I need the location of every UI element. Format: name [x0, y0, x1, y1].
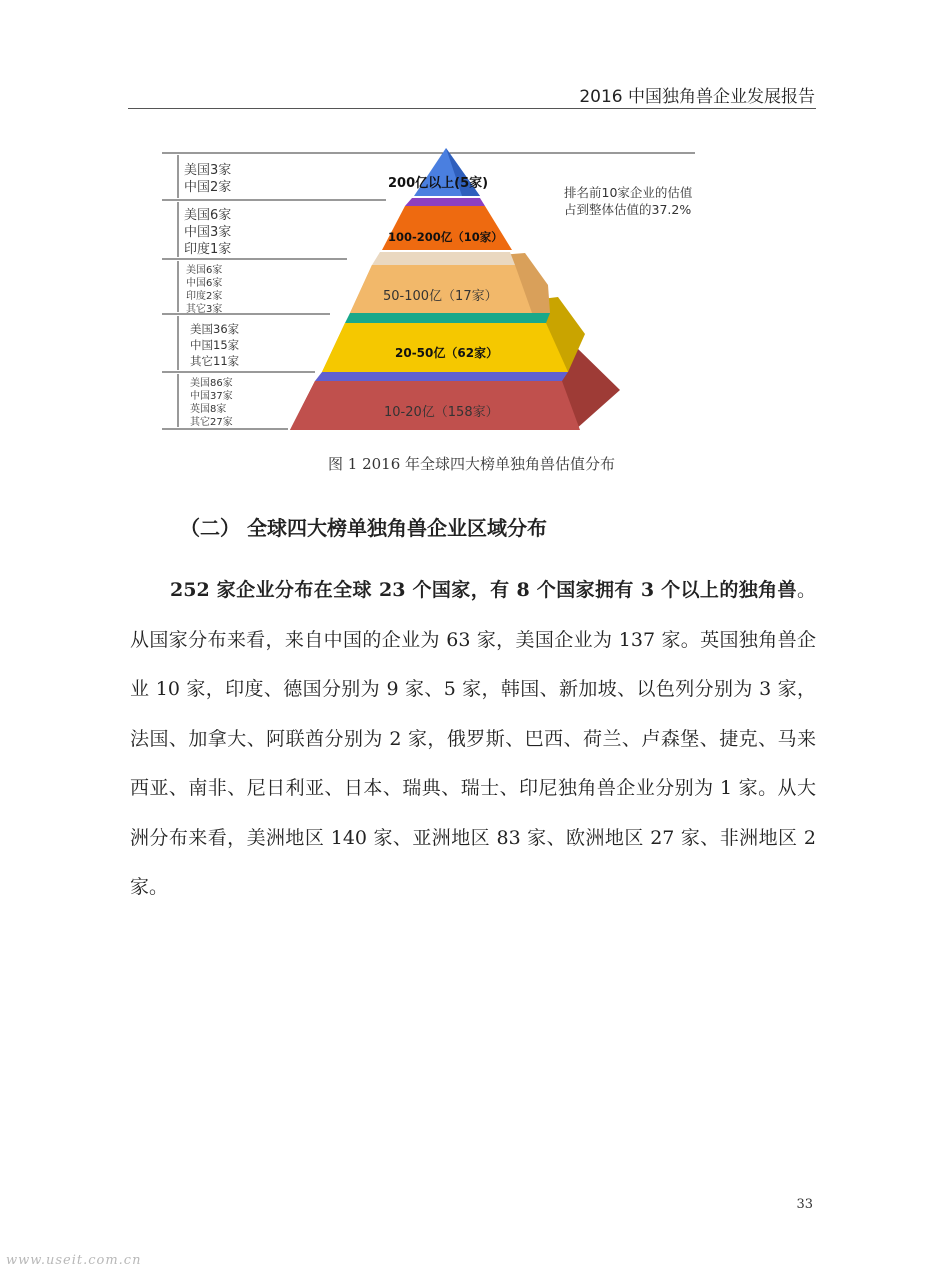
- tier3-breakdown-2: 印度2家: [186, 291, 223, 302]
- tier5-breakdown-0: 美国86家: [190, 378, 233, 389]
- paragraph-lead: 252 家企业分布在全球 23 个国家，有 8 个国家拥有 3 个以上的独角兽: [170, 579, 797, 601]
- tier2-breakdown-1: 中国3家: [184, 225, 232, 240]
- header-divider: [128, 108, 816, 109]
- tier3-breakdown-1: 中国6家: [186, 278, 223, 289]
- watermark: www.useit.com.cn: [6, 1253, 142, 1268]
- tier3-breakdown-3: 其它3家: [186, 304, 223, 315]
- tier5-breakdown-1: 中国37家: [190, 391, 233, 402]
- report-title: 2016 中国独角兽企业发展报告: [579, 87, 815, 107]
- tier2-breakdown-0: 美国6家: [184, 208, 232, 223]
- page-number: 33: [796, 1197, 813, 1212]
- tier5-breakdown-2: 英国8家: [190, 404, 227, 415]
- tier4-breakdown-1: 中国15家: [190, 338, 240, 352]
- figure-caption: 图 1 2016 年全球四大榜单独角兽估值分布: [327, 455, 616, 473]
- section-heading: （二） 全球四大榜单独角兽企业区域分布: [180, 516, 547, 540]
- tier2-breakdown-2: 印度1家: [184, 242, 232, 257]
- annotation-line-1: 排名前10家企业的估值: [564, 185, 693, 200]
- paragraph-rest: 。从国家分布来看，来自中国的企业为 63 家，美国企业为 137 家。英国独角兽企业 10 家，印度、德国分别为 9 家、5 家，韩国、新加坡、以色列分别为 3 家，法国、加拿大、阿联酋分别为 2 家，俄罗斯、巴西、荷兰、卢森堡、捷克、马来西亚、南非、尼日利亚、日本、瑞典、瑞士、印尼独角兽企业分别为 1 家。从大洲分布来看，美洲地区 140 家、亚洲地区 83 家、欧洲地区 27 家、非洲地区 2 家。: [130, 579, 816, 898]
- tier3-breakdown-0: 美国6家: [186, 265, 223, 276]
- tier5-top: [315, 372, 568, 381]
- valuation-pyramid-figure: [150, 140, 710, 440]
- tier2-top: [405, 198, 485, 206]
- tier3-label: 50-100亿（17家）: [383, 289, 498, 304]
- tier2-label: 100-200亿（10家）: [388, 230, 503, 244]
- body-paragraph: [130, 566, 816, 913]
- tier1-breakdown-1: 中国2家: [184, 180, 232, 195]
- tier4-breakdown-2: 其它11家: [190, 354, 240, 368]
- tier5-label: 10-20亿（158家）: [384, 405, 499, 420]
- annotation-line-2: 占到整体估值的37.2%: [564, 202, 692, 217]
- tier4-breakdown-0: 美国36家: [190, 322, 240, 336]
- tier5-breakdown-3: 其它27家: [190, 417, 233, 428]
- tier1-breakdown-0: 美国3家: [184, 163, 232, 178]
- tier4-label: 20-50亿（62家）: [395, 346, 499, 360]
- tier3-top: [372, 252, 515, 265]
- tier4-top: [345, 313, 550, 323]
- tier1-label: 200亿以上(5家): [388, 176, 489, 191]
